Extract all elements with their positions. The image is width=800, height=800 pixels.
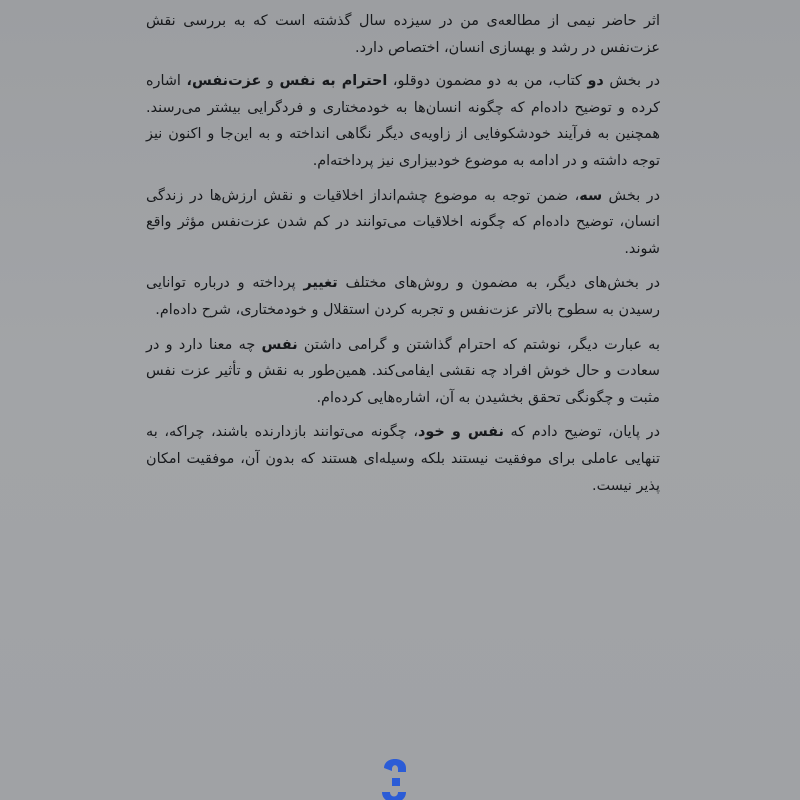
- paragraph-other-parts: [146, 270, 660, 323]
- paragraph-part-three: [146, 183, 660, 263]
- paragraph-text: در بخش: [602, 187, 660, 204]
- paragraph-in-other-words: [146, 332, 660, 412]
- paragraph-text: در بخش: [603, 73, 660, 90]
- paragraph-text: ، چگونه می‌توانند بازدارنده باشند، چراکه، به تنهایی عاملی برای موفقیت نیستند بلکه وسیله‌ای هستند که بدون آن، موفقیت امکان پذیر نیست.: [146, 424, 660, 494]
- emphasis-self-and-ego: نفس و خود: [417, 424, 504, 441]
- emphasis-change: تغییر: [303, 275, 338, 292]
- blurb-text: [146, 8, 660, 507]
- paragraph-intro: [146, 8, 660, 61]
- publisher-logo-icon: [372, 748, 416, 800]
- paragraph-text: کتاب، من به دو مضمون دوقلو،: [387, 73, 588, 90]
- emphasis-part-number: دو: [587, 73, 604, 90]
- paragraph-text: و: [261, 73, 280, 90]
- paragraph-text: پرداخته و درباره توانایی رسیدن به سطوح بالاتر عزت‌نفس و تجربه کردن استقلال و خودمختاری، شرح داده‌ام.: [146, 275, 660, 318]
- paragraph-conclusion: [146, 419, 660, 499]
- paragraph-part-two: [146, 68, 660, 174]
- paragraph-text: اثر حاضر نیمی از مطالعه‌ی من در سیزده سال گذشته است که به بررسی نقش عزت‌نفس در رشد و بهسازی انسان، اختصاص دارد.: [146, 13, 660, 56]
- emphasis-part-number: سه: [579, 187, 603, 204]
- paragraph-text: در بخش‌های دیگر، به مضمون و روش‌های مختلف: [337, 275, 660, 292]
- paragraph-text: به عبارت دیگر، نوشتم که احترام گذاشتن و گرامی داشتن: [297, 336, 660, 353]
- paragraph-text: چه معنا دارد و در سعادت و حال خوش افراد چه نقشی ایفامی‌کند. همین‌طور به نقش و تأثیر عزت نفس مثبت و چگونگی تحقق بخشیدن به آن، اشاره‌هایی کرده‌ام.: [146, 336, 660, 406]
- paragraph-text: ، ضمن توجه به موضوع چشم‌انداز اخلاقیات و نقش ارزش‌ها در زندگی انسان، توضیح داده‌ام که چگونه اخلاقیات می‌توانند در کم شدن عزت‌نفس مؤثر واقع شوند.: [146, 187, 660, 257]
- emphasis-self: نفس: [261, 336, 298, 353]
- paragraph-text: اشاره کرده و توضیح داده‌ام که چگونه انسان‌ها به خودمختاری و فردگرایی بیشتر می‌رسند. همچنین به فرآیند خودشکوفایی از زاویه‌ی دیگر نگاهی انداخته و به این‌جا و اکنون نیز توجه داشته و در ادامه به موضوع خودبیزاری نیز پرداخته‌ام.: [146, 73, 660, 169]
- emphasis-self-respect: احترام به نفس: [279, 73, 388, 90]
- paragraph-text: در پایان، توضیح دادم که: [503, 424, 660, 441]
- emphasis-self-esteem: عزت‌نفس،: [186, 73, 262, 90]
